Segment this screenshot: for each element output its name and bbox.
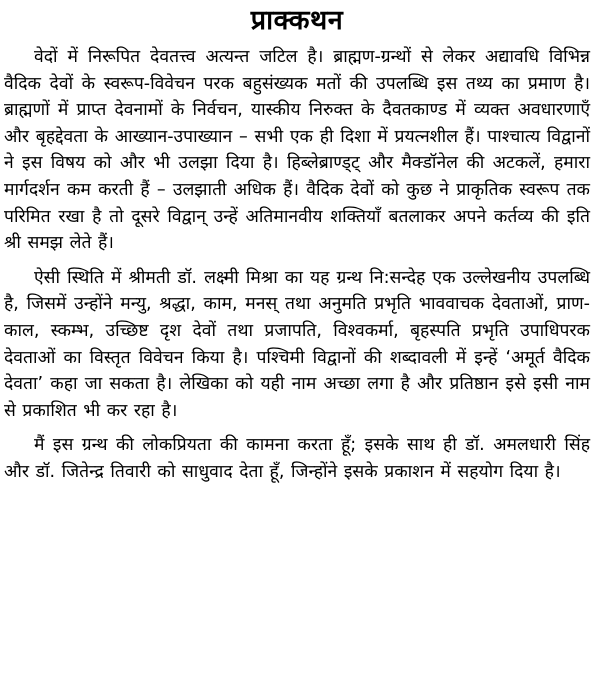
paragraph-1: वेदों में निरूपित देवतत्त्व अत्यन्त जटिल है। ब्राह्मण-ग्रन्थों से लेकर अद्यावधि विभिन्न वैदिक देवों के स्वरूप-विवेचन परक बहुसंख्यक मतों की उपलब्धि इस तथ्य का प्रमाण है। ब्राह्मणों में प्राप्त देवनामों के निर्वचन, यास्कीय निरुक्त के दैवतकाण्ड में व्यक्त अवधारणाएँ और बृहद्देवता के आख्यान-उपाख्यान – सभी एक ही दिशा में प्रयत्नशील हैं। पाश्चात्य विद्वानों ने इस विषय को और भी उलझा दिया है। हिब्लेब्राण्ड्ट् और मैक्डॉनेल की अटकलें, हमारा मार्गदर्शन कम करती हैं – उलझाती अधिक हैं। वैदिक देवों को कुछ ने प्राकृतिक स्वरूप तक परिमित रखा है तो दूसरे विद्वान् उन्हें अतिमानवीय शक्तियाँ बतलाकर अपने कर्तव्य की इति श्री समझ लेते हैं। [4,47,590,254]
paragraph-3: मैं इस ग्रन्थ की लोकप्रियता की कामना करता हूँ; इसके साथ ही डॉ. अमलधारी सिंह और डॉ. जितेन्द्र तिवारी को साधुवाद देता हूँ, जिन्होंने इसके प्रकाशन में सहयोग दिया है। [4,435,590,482]
page-title: प्राक्कथन [250,5,344,36]
paragraph-2: ऐसी स्थिति में श्रीमती डॉ. लक्ष्मी मिश्रा का यह ग्रन्थ नि:सन्देह एक उल्लेखनीय उपलब्धि है, जिसमें उन्होंने मन्यु, श्रद्धा, काम, मनस् तथा अनुमति प्रभृति भाववाचक देवताओं, प्राण-काल, स्कम्भ, उच्छिष्ट दृश देवों तथा प्रजापति, विश्वकर्मा, बृहस्पति प्रभृति उपाधिपरक देवताओं का विस्तृत विवेचन किया है। पश्चिमी विद्वानों की शब्दावली में इन्हें ‘अमूर्त वैदिक देवता’ कहा जा सकता है। लेखिका को यही नाम अच्छा लगा है और प्रतिष्ठान इसे इसी नाम से प्रकाशित भी कर रहा है। [4,267,590,421]
